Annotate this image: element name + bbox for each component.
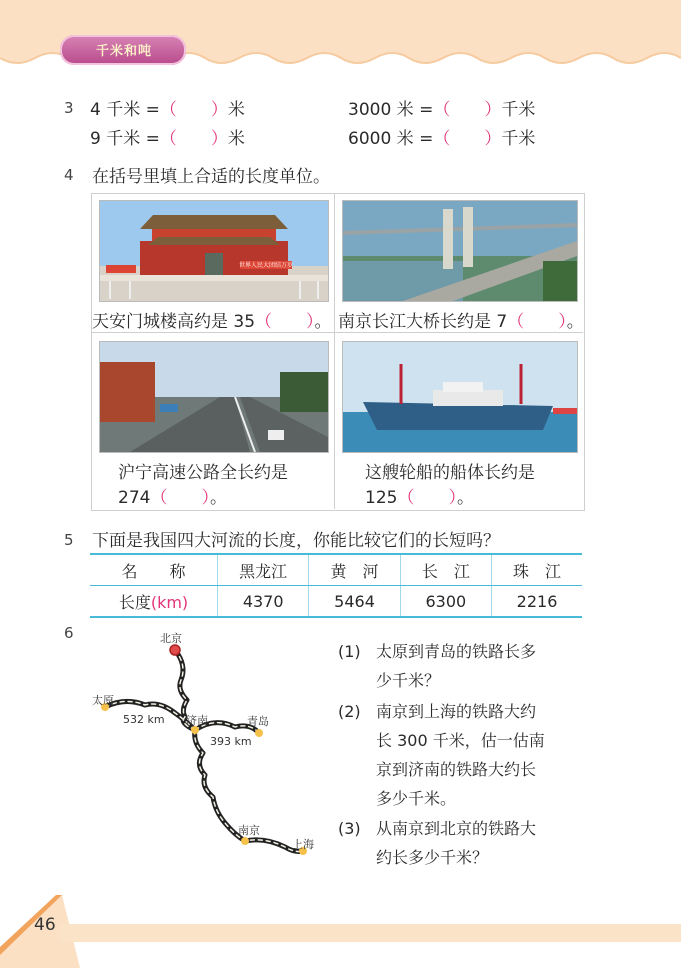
table-cell: 2216: [492, 586, 582, 618]
subquestion-1-number: (1): [338, 642, 361, 661]
q3-item-3-right: 米: [227, 129, 245, 149]
q3-item-2-right: 千米: [501, 100, 536, 120]
q3-item-3: [90, 124, 245, 149]
caption-ship-line1: 这艘轮船的船体长约是: [365, 463, 535, 483]
caption-tiananmen-text: 天安门城楼高约是 35: [92, 312, 256, 332]
question-3-number: 3: [64, 99, 74, 117]
row-label-unit: (km): [150, 592, 189, 612]
row-label-text: 长度: [118, 592, 151, 612]
beijing-marker: [170, 645, 180, 655]
table-header-row: [90, 554, 582, 586]
q3-item-4-right: 千米: [501, 129, 536, 149]
subquestion-2-line4: 多少千米。: [376, 789, 457, 808]
subquestion-2-line1: 南京到上海的铁路大约: [376, 702, 537, 721]
footer-bar: [60, 924, 681, 942]
table-header-cell: 长 江: [400, 554, 491, 586]
q3-item-2-left: 3000 米 =: [348, 100, 434, 120]
table-cell: 5464: [309, 586, 400, 618]
nanjing-bridge-photo: [342, 200, 578, 302]
tiananmen-sign-text: 世界人民大团结万岁: [238, 262, 294, 269]
q3-item-4-left: 6000 米 =: [348, 129, 434, 149]
caption-tiananmen: [92, 307, 332, 332]
caption-highway-number: 274: [118, 488, 151, 508]
table-cell: 4370: [218, 586, 309, 618]
answer-blank[interactable]: （ ）: [507, 312, 567, 332]
caption-bridge: [338, 307, 584, 332]
question-4-prompt: 在括号里填上合适的长度单位。: [92, 167, 330, 187]
answer-blank[interactable]: （ ）: [255, 312, 315, 332]
map-label-qingdao: 青岛: [247, 715, 269, 728]
question-5-number: 5: [64, 531, 74, 549]
subquestion-1-line1: 太原到青岛的铁路长多: [376, 642, 537, 661]
map-label-nanjing: 南京: [238, 824, 260, 837]
answer-blank[interactable]: （ ）: [159, 129, 228, 149]
question-5-prompt: 下面是我国四大河流的长度，你能比较它们的长短吗？: [92, 531, 500, 551]
subquestion-1-line2: 少千米？: [376, 671, 441, 690]
q3-item-1-right: 米: [227, 100, 245, 120]
ship-photo: [342, 341, 578, 453]
nanjing-marker: [241, 837, 249, 845]
caption-bridge-text: 南京长江大桥长约是 7: [338, 312, 508, 332]
table-header-cell: 珠 江: [492, 554, 582, 586]
map-label-taiyuan: 太原: [92, 694, 114, 707]
table-row: [90, 586, 582, 618]
caption-tail: 。: [209, 488, 227, 508]
answer-blank[interactable]: （ ）: [159, 100, 228, 120]
caption-ship-line2: [365, 483, 474, 508]
answer-blank[interactable]: （ ）: [433, 129, 502, 149]
table-header-cell: 名 称: [90, 554, 218, 586]
subquestion-2-number: (2): [338, 702, 361, 721]
q3-item-3-left: 9 千米 =: [90, 129, 160, 149]
answer-blank[interactable]: （ ）: [433, 100, 502, 120]
river-length-table: [90, 553, 582, 618]
map-label-beijing: 北京: [160, 632, 182, 645]
answer-blank[interactable]: （ ）: [150, 488, 210, 508]
caption-ship-number: 125: [365, 488, 398, 508]
answer-blank[interactable]: （ ）: [397, 488, 457, 508]
table-row-label: [90, 586, 218, 618]
section-banner-title: 千米和吨: [95, 44, 152, 59]
map-label-jinan: 济南: [186, 714, 208, 727]
question-6-number: 6: [64, 624, 74, 642]
page-number: 46: [34, 915, 56, 935]
subquestion-2-line3: 京到济南的铁路大约长: [376, 760, 537, 779]
question-4-number: 4: [64, 166, 74, 184]
subquestion-3-line1: 从南京到北京的铁路大: [376, 819, 537, 838]
table-cell: 6300: [400, 586, 491, 618]
caption-tail: 。: [314, 312, 332, 332]
grid-divider-vertical: [334, 193, 335, 509]
table-header-cell: 黄 河: [309, 554, 400, 586]
subquestion-3-line2: 约长多少千米？: [376, 848, 489, 867]
caption-tail: 。: [566, 312, 584, 332]
caption-highway-line2: [118, 483, 227, 508]
map-distance-jinan-qingdao: 393 km: [210, 735, 252, 748]
subquestion-3-number: (3): [338, 819, 361, 838]
table-header-cell: 黑龙江: [218, 554, 309, 586]
grid-divider-horizontal: [91, 332, 583, 333]
subquestion-2-line2: 长 300 千米，估一估南: [376, 731, 545, 750]
q3-item-2: [348, 95, 535, 120]
caption-tail: 。: [456, 488, 474, 508]
map-label-shanghai: 上海: [292, 838, 314, 851]
q3-item-1: [90, 95, 245, 120]
q3-item-4: [348, 124, 535, 149]
tiananmen-photo: [99, 200, 329, 302]
map-distance-taiyuan-jinan: 532 km: [123, 713, 165, 726]
q3-item-1-left: 4 千米 =: [90, 100, 160, 120]
caption-highway-line1: 沪宁高速公路全长约是: [118, 463, 288, 483]
qingdao-marker: [255, 729, 263, 737]
highway-photo: [99, 341, 329, 453]
